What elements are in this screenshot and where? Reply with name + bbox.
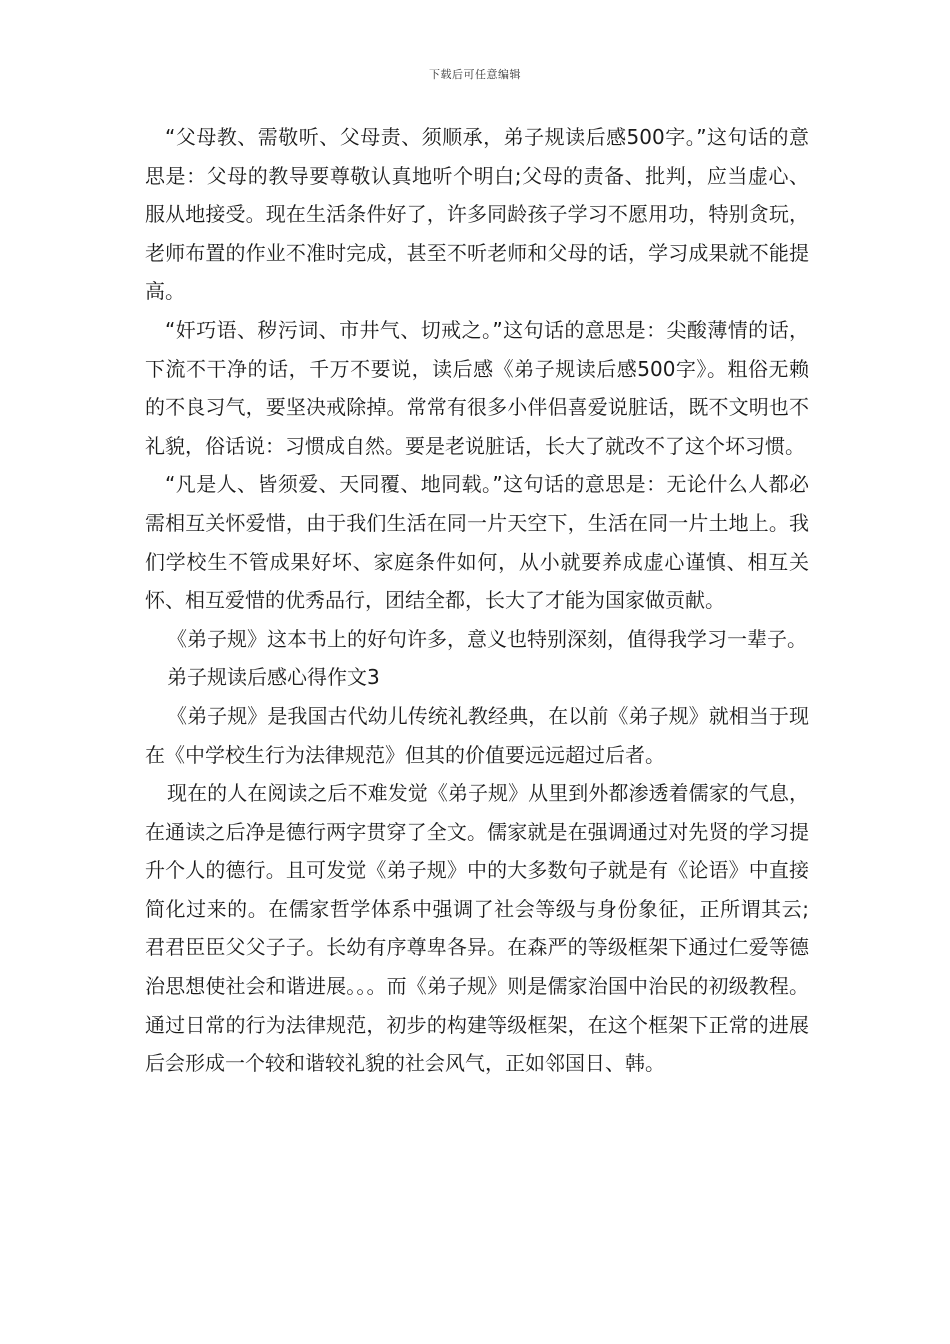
paragraph-5: 《弟子规》是我国古代幼儿传统礼教经典，在以前《弟子规》就相当于现在《中学校生行为法律规范》但其的价值要远远超过后者。: [145, 703, 809, 767]
page-header: 下载后可任意编辑: [429, 68, 521, 81]
paragraph-3: “凡是人、皆须爱、天同覆、地同载。”这句话的意思是：无论什么人都必需相互关怀爱惜，由于我们生活在同一片天空下，生活在同一片土地上。我们学校生不管成果好坏、家庭条件如何，从小就要养成虚心谨慎、相互关怀、相互爱惜的优秀品行，团结全都，长大了才能为国家做贡献。: [145, 472, 809, 613]
section-heading: 弟子规读后感心得作文3: [167, 665, 380, 690]
paragraph-1: “父母教、需敬听、父母责、须顺承，弟子规读后感500字。”这句话的意思是：父母的教导要尊敬认真地听个明白;父母的责备、批判，应当虚心、服从地接受。现在生活条件好了，许多同龄孩子学习不愿用功，特别贪玩，老师布置的作业不准时完成，甚至不听老师和父母的话，学习成果就不能提高。: [145, 125, 809, 304]
paragraph-6: 现在的人在阅读之后不难发觉《弟子规》从里到外都渗透着儒家的气息，在通读之后净是德行两字贯穿了全文。儒家就是在强调通过对先贤的学习提升个人的德行。且可发觉《弟子规》中的大多数句子就是有《论语》中直接简化过来的。在儒家哲学体系中强调了社会等级与身份象征，正所谓其云;君君臣臣父父子子。长幼有序尊卑各异。在森严的等级框架下通过仁爱等德治思想使社会和谐进展。。。而《弟子规》则是儒家治国中治民的初级教程。通过日常的行为法律规范，初步的构建等级框架，在这个框架下正常的进展后会形成一个较和谐较礼貌的社会风气，正如邻国日、韩。: [145, 781, 809, 1076]
document-body: [145, 118, 809, 1083]
paragraph-2: “奸巧语、秽污词、市井气、切戒之。”这句话的意思是：尖酸薄情的话，下流不干净的话，千万不要说，读后感《弟子规读后感500字》。粗俗无赖的不良习气，要坚决戒除掉。常常有很多小伴侣喜爱说脏话，既不文明也不礼貌，俗话说：习惯成自然。要是老说脏话，长大了就改不了这个坏习惯。: [145, 317, 809, 458]
paragraph-4: 《弟子规》这本书上的好句许多，意义也特别深刻，值得我学习一辈子。: [167, 626, 807, 651]
